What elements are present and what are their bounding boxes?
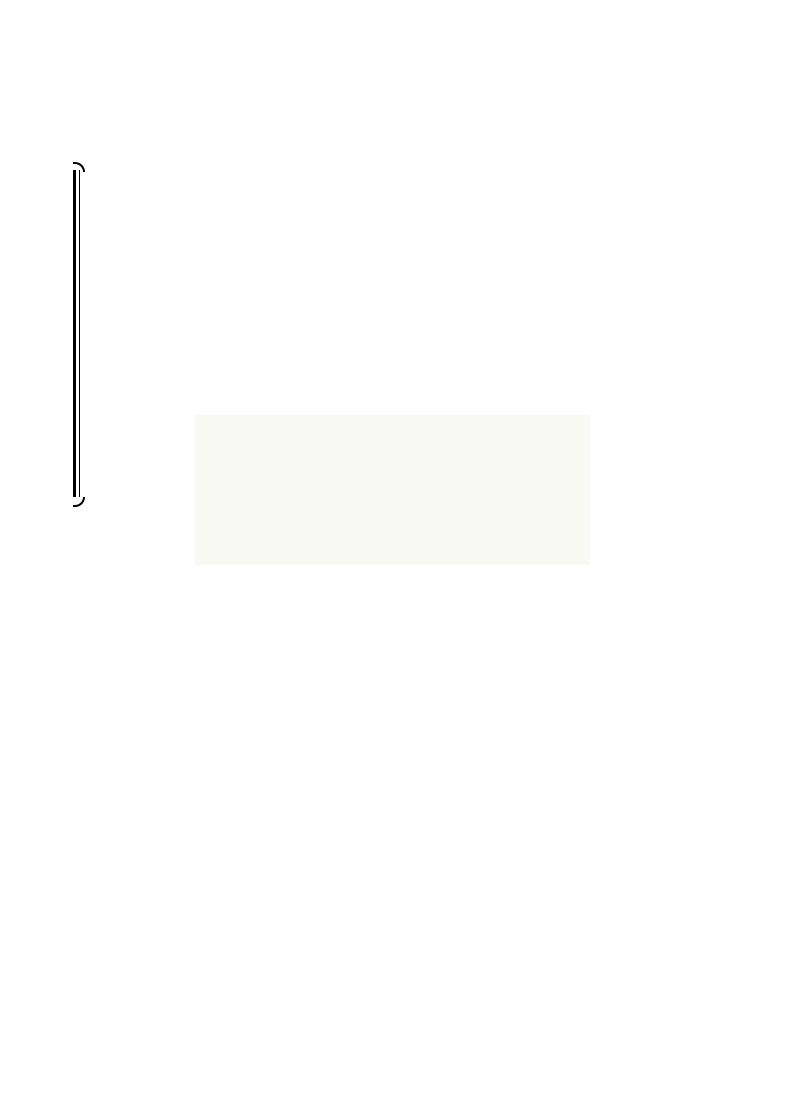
bracket-curl: [73, 162, 85, 172]
watermark-background: [195, 415, 590, 565]
system-bracket-thick: [73, 170, 76, 497]
system-bracket-thin: [79, 170, 80, 497]
bracket-curl: [73, 497, 85, 507]
